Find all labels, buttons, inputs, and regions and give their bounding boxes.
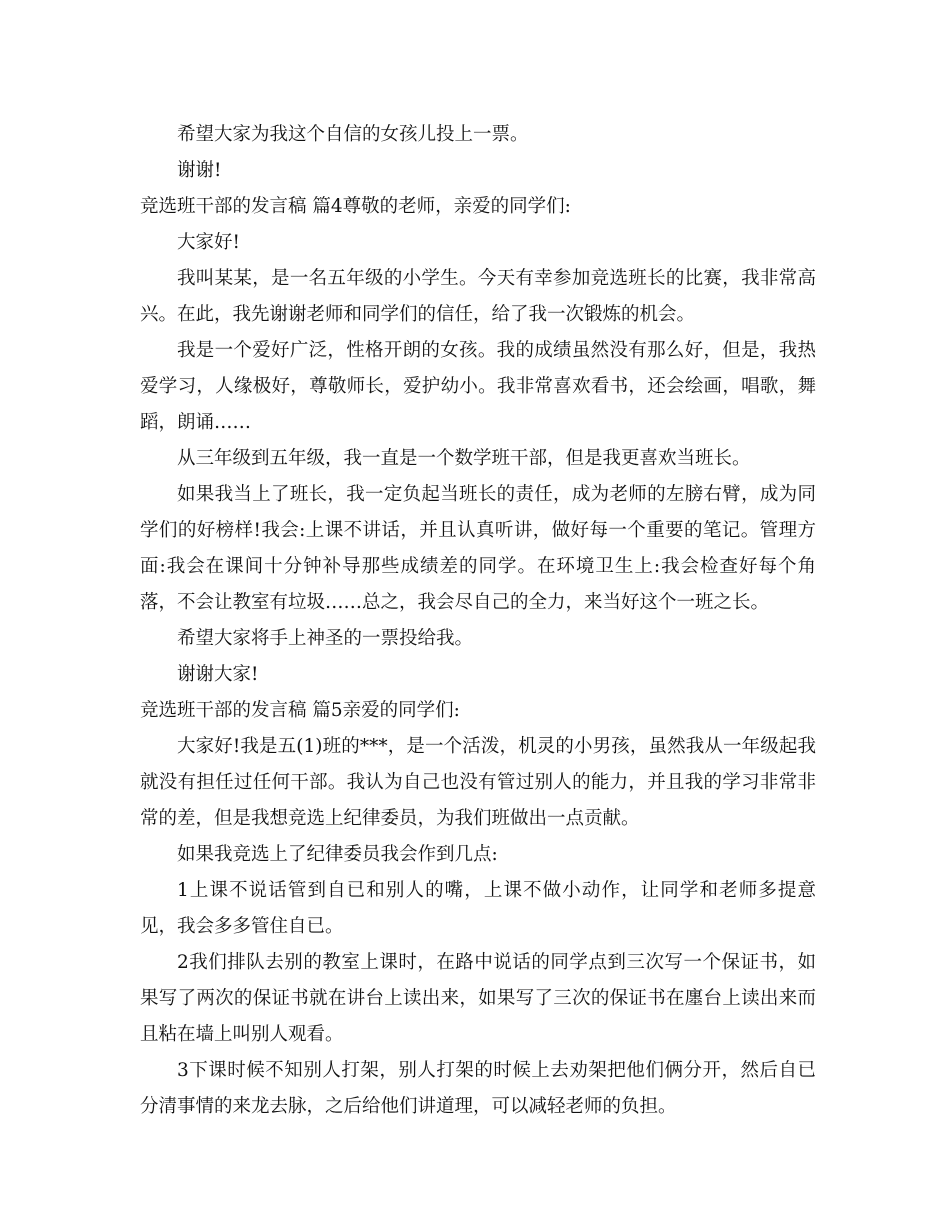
paragraph: 从三年级到五年级，我一直是一个数学班干部，但是我更喜欢当班长。 bbox=[177, 448, 751, 469]
paragraph: 我叫某某，是一名五年级的小学生。今天有幸参加竞选班长的比赛，我非常高兴。在此，我先谢谢老师和同学们的信任，给了我一次锻炼的机会。 bbox=[140, 268, 816, 325]
section-heading: 竞选班干部的发言稿 篇4尊敬的老师，亲爱的同学们: bbox=[140, 196, 571, 217]
paragraph: 希望大家将手上神圣的一票投给我。 bbox=[177, 628, 474, 649]
paragraph: 大家好! bbox=[177, 232, 240, 253]
paragraph: 2我们排队去别的教室上课时，在路中说话的同学点到三次写一个保证书，如果写了两次的保证书就在讲台上读出来，如果写了三次的保证书在廛台上读出来而且粘在墙上叫别人观看。 bbox=[140, 952, 816, 1045]
paragraph: 我是一个爱好广泛，性格开朗的女孩。我的成绩虽然没有那么好，但是，我热爱学习，人缘极好，尊敬师长，爱护幼小。我非常喜欢看书，还会绘画，唱歌，舞蹈，朗诵…… bbox=[140, 340, 816, 433]
paragraph: 如果我当上了班长，我一定负起当班长的责任，成为老师的左膀右臂，成为同学们的好榜样!我会:上课不讲话，并且认真听讲，做好每一个重要的笔记。管理方面:我会在课间十分钟补导那些成绩差的同学。在环境卫生上:我会检查好每个角落，不会让教室有垃圾……总之，我会尽自己的全力，来当好这个一班之长。 bbox=[140, 484, 816, 613]
paragraph: 3下课时候不知别人打架，别人打架的时候上去劝架把他们俩分开，然后自已分清事情的来龙去脉，之后给他们讲道理，可以减轻老师的负担。 bbox=[140, 1060, 816, 1117]
paragraph: 如果我竞选上了纪律委员我会作到几点: bbox=[177, 844, 498, 865]
paragraph: 希望大家为我这个自信的女孩儿投上一票。 bbox=[177, 124, 529, 145]
paragraph: 谢谢大家! bbox=[177, 664, 259, 685]
document-body bbox=[140, 117, 816, 1125]
paragraph: 1上课不说话管到自已和别人的嘴，上课不做小动作，让同学和老师多提意见，我会多多管住自已。 bbox=[140, 880, 816, 937]
paragraph: 大家好!我是五(1)班的***，是一个活泼，机灵的小男孩，虽然我从一年级起我就没有担任过任何干部。我认为自己也没有管过别人的能力，并且我的学习非常非常的差，但是我想竞选上纪律委员，为我们班做出一点贡献。 bbox=[140, 736, 816, 829]
paragraph: 谢谢! bbox=[177, 160, 222, 181]
section-heading: 竞选班干部的发言稿 篇5亲爱的同学们: bbox=[140, 700, 460, 721]
